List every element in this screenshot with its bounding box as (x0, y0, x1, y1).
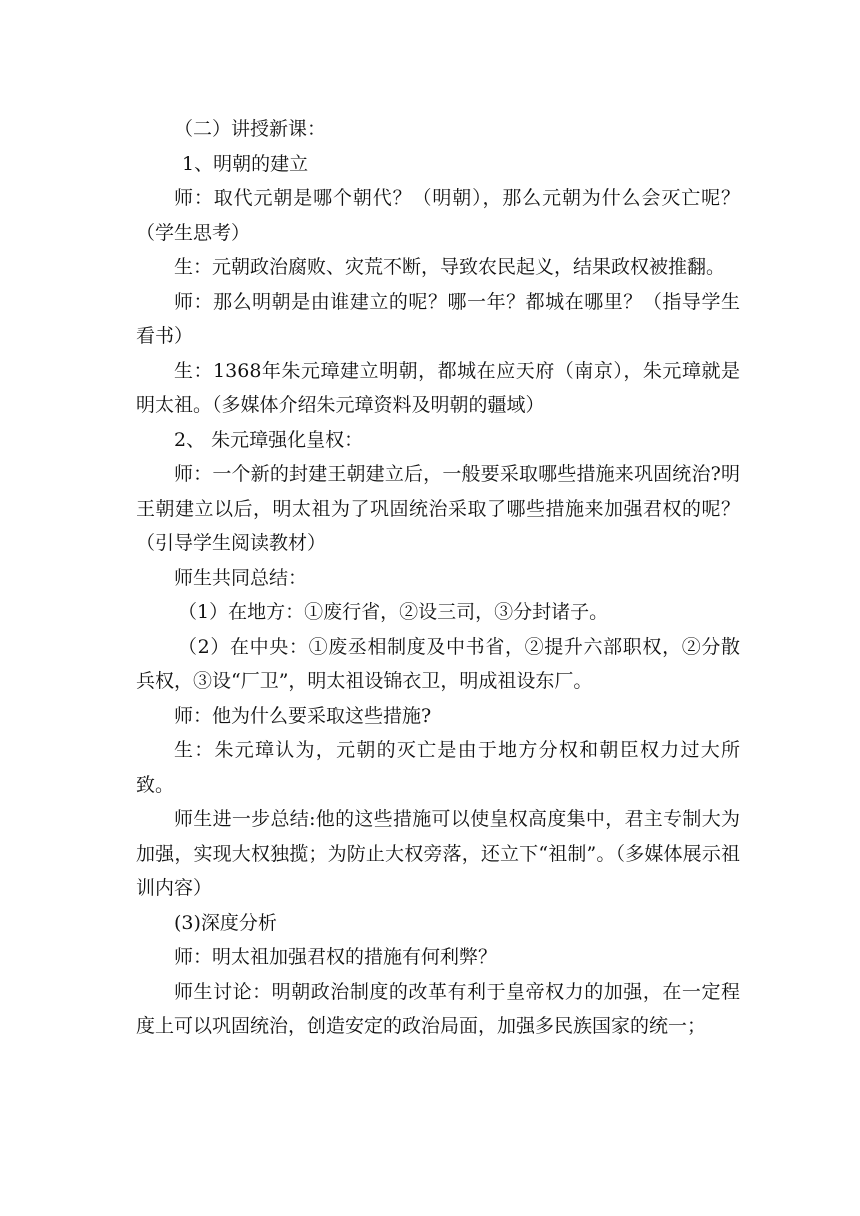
section-heading-lecture: （二）讲授新课： (174, 118, 327, 140)
list-item-central-measures: （2）在中央：①废丞相制度及中书省，②提升六部职权，②分散兵权，③设“厂卫”，明太祖设锦衣卫，明成祖设东厂。 (136, 635, 740, 692)
paragraph-teacher-question-3: 师：一个新的封建王朝建立后，一般要采取哪些措施来巩固统治?明王朝建立以后，明太祖为了巩固统治采取了哪些措施来加强君权的呢？（引导学生阅读教材） (136, 463, 740, 554)
paragraph-student-answer-1: 生：元朝政治腐败、灾荒不断，导致农民起义，结果政权被推翻。 (174, 256, 726, 278)
list-item-local-measures: （1）在地方：①废行省，②设三司，③分封诸子。 (178, 601, 609, 623)
subheading-ming-founding: 1、明朝的建立 (182, 152, 309, 175)
paragraph-joint-summary: 师生共同总结： (174, 566, 308, 589)
paragraph-teacher-question-5: 师：明太祖加强君权的措施有何利弊？ (174, 946, 498, 968)
paragraph-teacher-question-1: 师：取代元朝是哪个朝代？（明朝），那么元朝为什么会灭亡呢？（学生思考） (136, 187, 740, 244)
subheading-imperial-power: 2、 朱元璋强化皇权： (174, 428, 364, 451)
paragraph-teacher-question-2: 师：那么明朝是由谁建立的呢？哪一年？都城在哪里？（指导学生看书） (136, 290, 740, 347)
paragraph-further-summary: 师生进一步总结:他的这些措施可以使皇权高度集中，君主专制大为加强，实现大权独揽；为防止大权旁落，还立下“祖制”。（多媒体展示祖训内容） (136, 808, 740, 899)
paragraph-discussion: 师生讨论：明朝政治制度的改革有利于皇帝权力的加强，在一定程度上可以巩固统治，创造安定的政治局面，加强多民族国家的统一； (136, 980, 740, 1037)
subheading-deep-analysis: (3)深度分析 (174, 911, 277, 934)
paragraph-student-answer-2: 生：1368年朱元璋建立明朝，都城在应天府（南京），朱元璋就是明太祖。（多媒体介绍朱元璋资料及明朝的疆域） (136, 359, 740, 416)
paragraph-teacher-question-4: 师：他为什么要采取这些措施? (174, 704, 432, 727)
document-body (136, 112, 740, 1044)
paragraph-student-answer-3: 生：朱元璋认为，元朝的灭亡是由于地方分权和朝臣权力过大所致。 (136, 739, 740, 796)
